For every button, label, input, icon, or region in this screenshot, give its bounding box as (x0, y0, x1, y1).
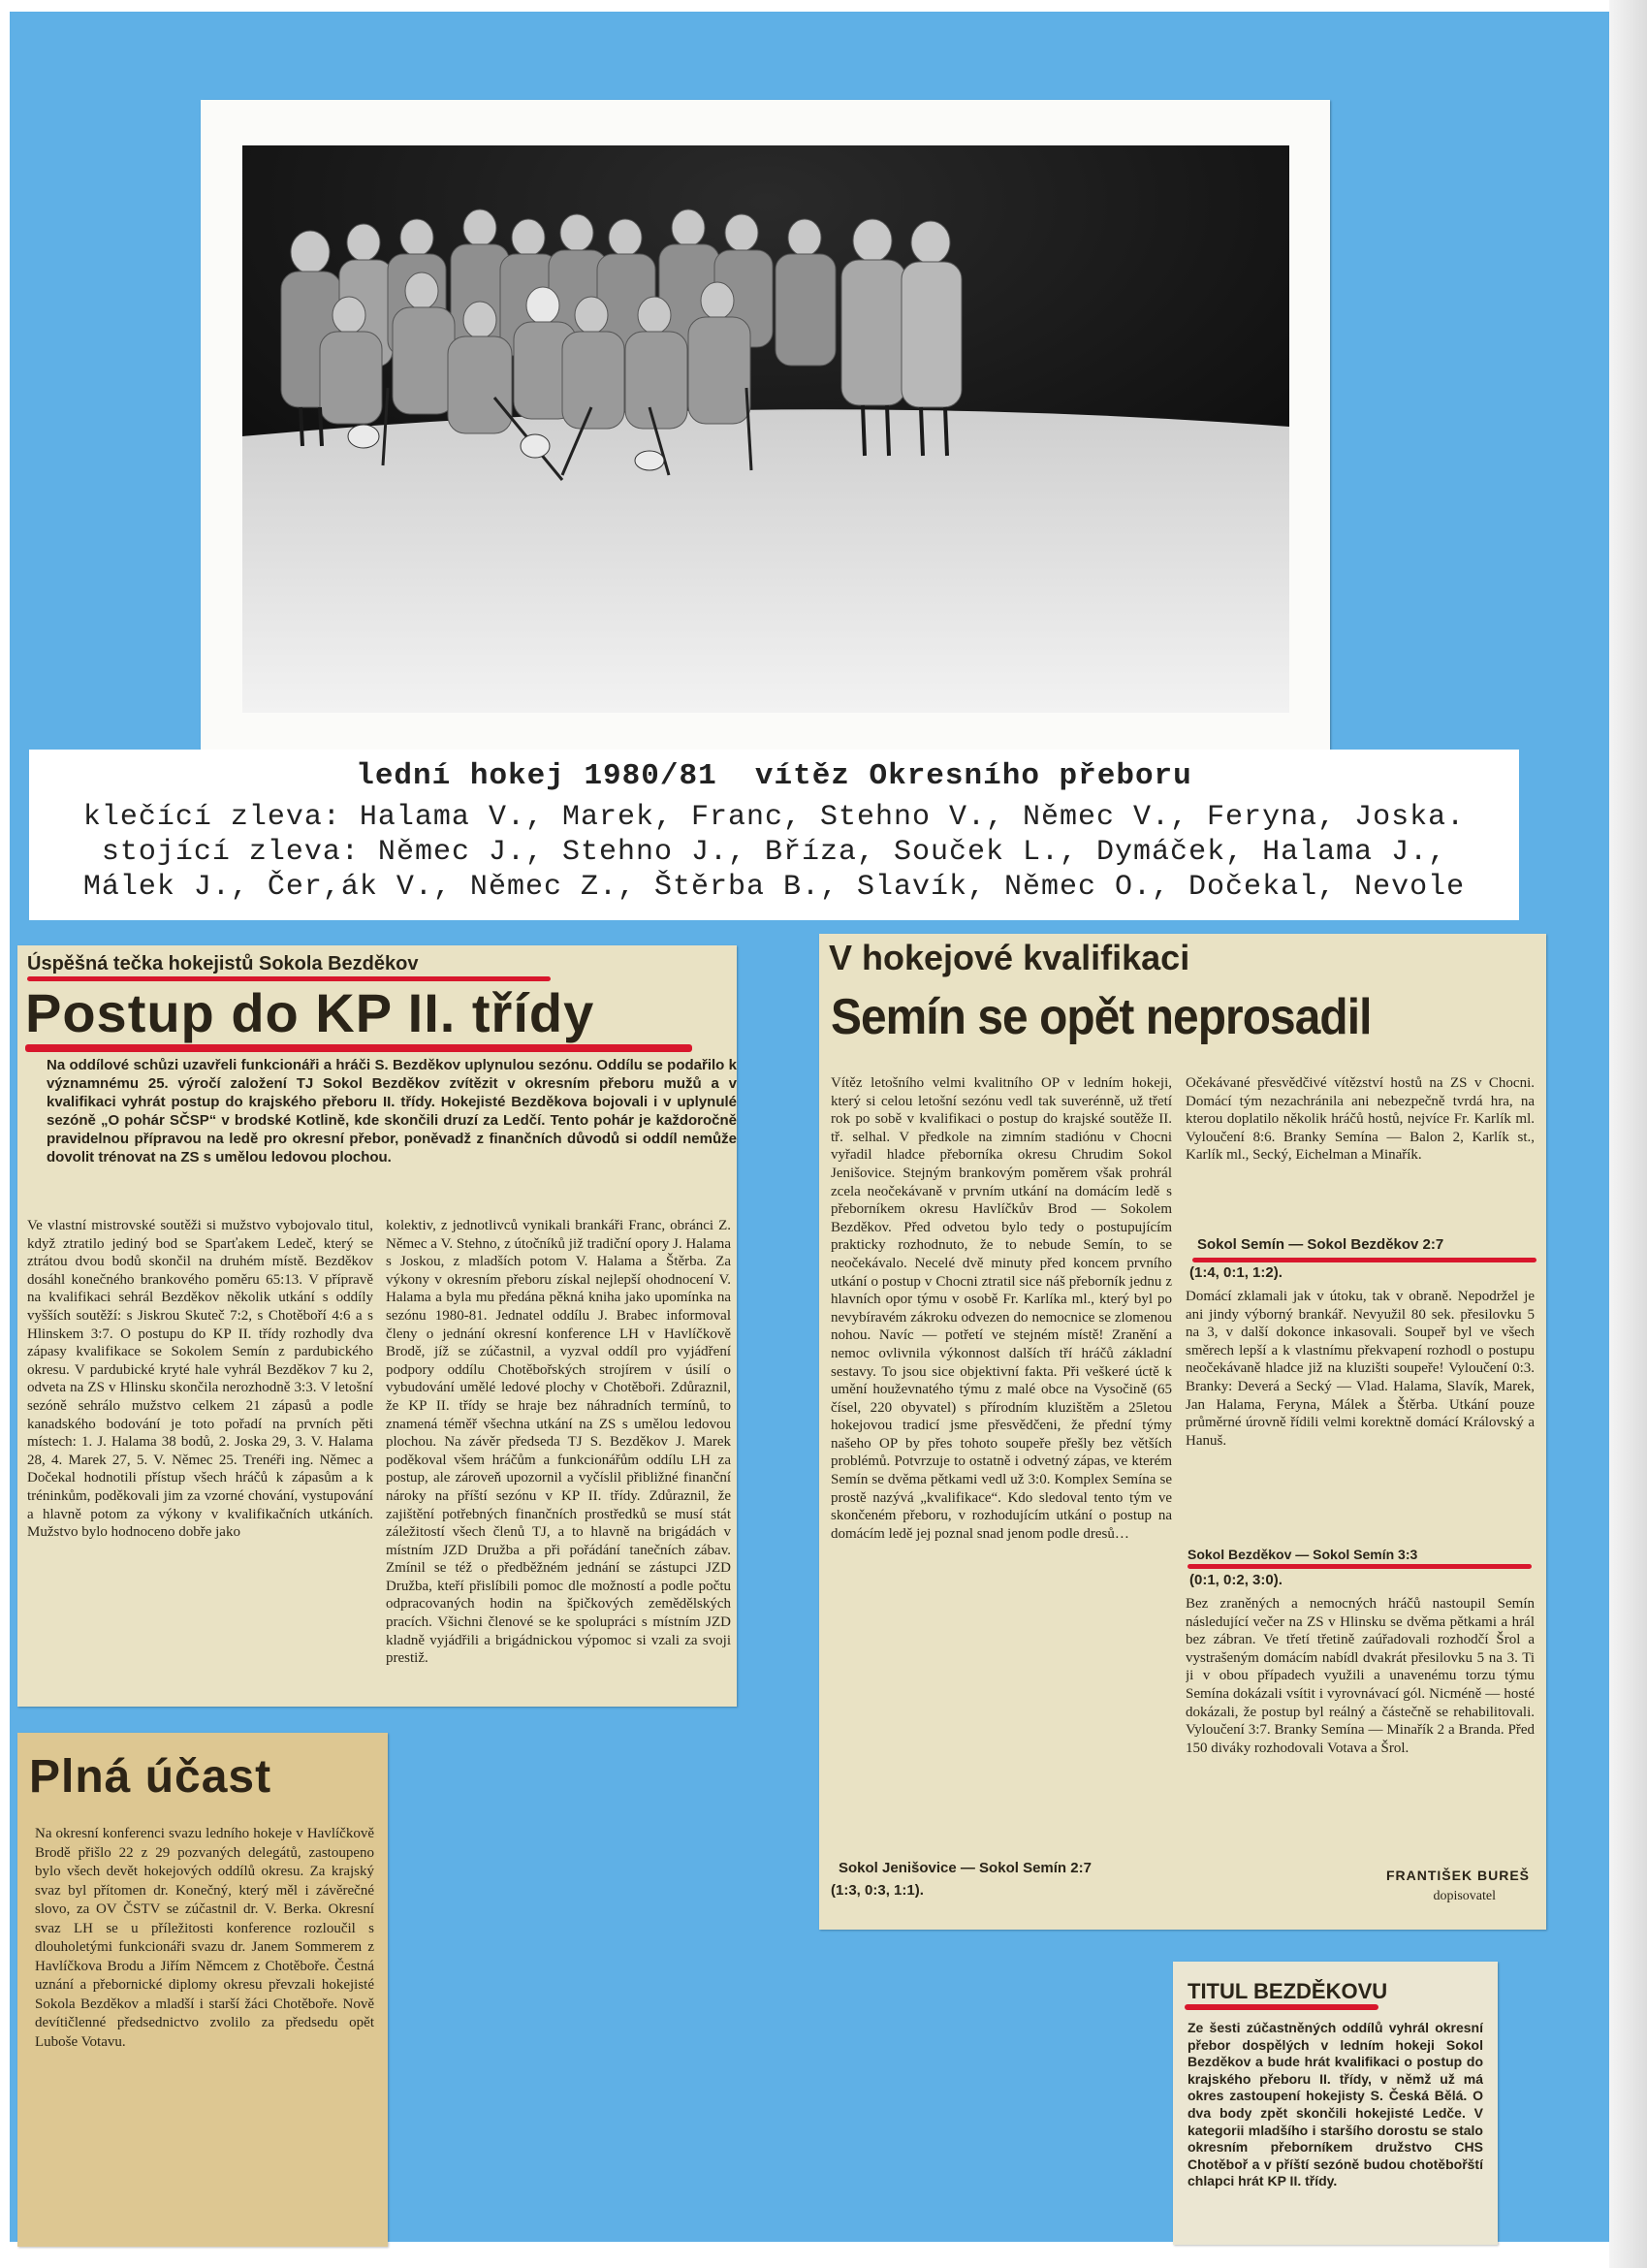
clipping-titul (1173, 1962, 1498, 2245)
clip1-col1: Ve vlastní mistrovské soutěži si mužstvo vybojovalo titul, když ztratilo jediný bod se Sparťakem Ledeč, který se ztrátou dvou bodů skončil na druhém místě. Bezděkov dosáhl konečného brankového poměru 65:13. V přípravě na kvalifikaci sehrál Bezděkov několik utkání s oddíly vyšších soutěží: s Jiskrou Skuteč 7:2, s Chotěboří 4:6 a s Hlinskem 3:7. O postupu do KP II. třídy rozhodly dva zápasy kvalifikace se Sokolem Semín z pardubického okresu. V pardubické kryté hale vyhrál Bezděkov 7 ku 2, odveta na ZS v Hlinsku skončila nerozhodně 3:3. V letošní sezóně sehrálo mužstvo celkem 21 zápasů a podle kanadského bodování je toto pořadí na prvních pěti místech: 1. J. Halama 38 bodů, 2. Joska 29, 3. V. Halama 28, 4. Marek 27, 5. V. Němec 25. Trenéři ing. Němec a Dočekal hodnotili přístup všech hráčů k zápasům a k tréninkům, poděkovali jim za vzorné chování, vystupování a hlavně potom za výkony v kvalifikačních utkáních. Mužstvo bylo hodnoceno dobře jako (27, 1218, 373, 1541)
team-photo-image (242, 145, 1289, 713)
red-underline (27, 976, 551, 981)
clip4-body: Ze šesti zúčastněných oddílů vyhrál okresní přebor dospělých v ledním hokeji Sokol Bezděkov a bude hrát kvalifikaci o postup do krajského přeboru II. třídy, v němž už má okres zastoupení hokejisty S. Česká Bělá. O dva body zpět skončili hokejisté Ledče. V kategorii mladšího i staršího dorostu se stalo okresním přeborníkem družstvo CHS Chotěboř a v příští sezóně budou chotěbořští chlapci hrát KP II. třídy. (1188, 2020, 1483, 2189)
clip2-col2a: Očekávané přesvědčivé vítězství hostů na ZS v Chocni. Domácí tým nezachránila ani nebezpečně tvrdá hra, na kterou doplatilo několik hráčů hostů, nejvíce Fr. Karlík ml. Vyloučení 8:6. Branky Semína — Balon 2, Karlík st., Karlík ml., Secký, Eichelman a Minařík. (1186, 1075, 1535, 1164)
clip2-author-role: dopisovatel (1433, 1889, 1496, 1903)
team-photo (242, 145, 1289, 713)
caption-title: lední hokej 1980/81 vítěz Okresního přeboru (356, 759, 1192, 793)
team-photo-frame (201, 100, 1330, 750)
clip2-score1-periods: (1:3, 0:3, 1:1). (831, 1882, 924, 1899)
clip2-score1: Sokol Jenišovice — Sokol Semín 2:7 (839, 1860, 1092, 1876)
clip1-headline: Postup do KP II. třídy (25, 982, 595, 1043)
clip2-score3: Sokol Bezděkov — Sokol Semín 3:3 (1188, 1547, 1418, 1562)
clip1-lead: Na oddílové schůzi uzavřeli funkcionáři a hráči S. Bezděkov uplynulou sezónu. Oddílu se podařilo k významnému 25. výročí založení TJ Sokol Bezděkov zvítězit v okresním přeboru mužů a v kvalifikaci vyhrát postup do krajského přeboru II. třídy. Hokejisté Bezděkova bojovali i v uplynulé sezóně „O pohár SČSP“ v brodské Kotlině, kde skončili druzí za Ledčí. Tento pohár je každoročně pravidelnou přípravou na ledě pro okresní přebor, poněvadž z finančních důvodů si oddíl nemůže dovolit trénovat na ZS s umělou ledovou plochou. (47, 1057, 737, 1166)
clip2-kicker: V hokejové kvalifikaci (829, 938, 1190, 977)
caption-standing-1: stojící zleva: Němec J., Stehno J., Bříza, Souček L., Dymáček, Halama J., (101, 836, 1447, 869)
red-underline (1185, 2004, 1378, 2010)
clip3-headline: Plná účast (29, 1751, 272, 1803)
clip4-headline: TITUL BEZDĚKOVU (1188, 1979, 1388, 2003)
clip2-col2b: Domácí zklamali jak v útoku, tak v obraně. Nepodržel je ani jindy výborný brankář. Nevyužil 80 sek. přesilovku 5 na 3, v další dokonce inkasovali. Soupeř byl ve všech směrech lepší a k vlastnímu překvapení rozhodl o postupu neočekávaně hladce již na kluzišti soupeře! Vyloučení 0:3. Branky: Deverá a Secký — Vlad. Halama, Slavík, Marek, Jan Halama, Feryna, Málek a Štěrba. Utkání pouze průměrné úrovně řídili velmi korektně domácí Královský a Hanuš. (1186, 1289, 1535, 1449)
red-underline (25, 1044, 692, 1052)
clip1-col2: kolektiv, z jednotlivců vynikali brankáři Franc, obránci Z. Němec a V. Stehno, z útočníků již tradiční opory J. Halama s Joskou, z mladších potom V. Halama a Štěrba. Za výkony v okresním přeboru získal nejlepší ohodnocení V. Halama a byla mu předána pěkná kniha jako upomínka na sezónu 1980-81. Jednatel oddílu J. Brabec informoval členy o jednání okresní konference LH v Havlíčkově Brodě, jíž se zúčastnil, a vyzval oddíl pro vyjádření podpory oddílu Chotěbořských strojírem v úsilí o vybudování umělé ledové plochy v Chotěboři. Zdůraznil, že KP II. třídy se hraje bez náhradních termínů, to znamená téměř všechna utkání na ZS s umělou ledovou plochou. Na závěr předseda TJ S. Bezděkov J. Marek poděkoval všem hráčům a funkcionářům oddílu LH za postup, ale zároveň upozornil a vyčíslil přibližné finanční nároky na příští sezónu v KP II. třídy. Zdůraznil, že zajištění potřebných finančních prostředků se musí stát záležitostí všech členů TJ, a to hlavně na brigádách v místním JZD Družba a při pořádání tanečních zábav. Zmínil se též o předběžném jednání se zástupci JZD Družba, kteří přislíbili pomoc dle možností a podle počtu odpracovaných hodin na špičkových zemědělských pracích. Všichni členové se ke spolupráci s místním JZD kladně vyjádřili a brigádnickou výpomoc si vzali za svoji prestiž. (386, 1218, 731, 1667)
clip2-headline: Semín se opět neprosadil (831, 989, 1372, 1045)
clip2-score2-periods: (1:4, 0:1, 1:2). (1189, 1264, 1283, 1281)
clip3-body: Na okresní konferenci svazu ledního hokeje v Havlíčkově Brodě přišlo 22 z 29 pozvaných delegátů, zastoupeno bylo všech devět hokejových oddílů okresu. Za krajský svaz byl přítomen dr. Konečný, který měl i závěrečné slovo, za OV ČSTV se zúčastnil dr. V. Berka. Okresní svaz LH se u příležitosti konference rozloučil s dlouholetými funkcionáři svazu dr. Janem Sommerem z Havlíčkova Brodu a Jiřím Němcem z Chotěboře. Čestná uznání a přebornické diplomy okresu převzali hokejisté Sokola Bezděkov a mladší i starší žáci Chotěboře. Nově devítičlenné předsednictvo zvolilo za předsedu opět Luboše Votavu. (35, 1826, 374, 2050)
clip2-author: FRANTIŠEK BUREŠ (1385, 1868, 1530, 1883)
clip1-kicker: Úspěšná tečka hokejistů Sokola Bezděkov (27, 953, 419, 974)
clip2-score3-periods: (0:1, 0:2, 3:0). (1189, 1572, 1283, 1588)
red-underline (1192, 1258, 1536, 1262)
page-edge (1609, 0, 1647, 2268)
clipping-plna-ucast (17, 1733, 388, 2247)
clip2-score2: Sokol Semín — Sokol Bezděkov 2:7 (1197, 1236, 1444, 1253)
clipping-kvalifikace (819, 934, 1546, 1930)
clip2-col2c: Bez zraněných a nemocných hráčů nastoupil Semín následující večer na ZS v Hlinsku se dvěma pětkami a hrál bez zábran. Ve třetí třetině zaúřadovali rozhodčí Šrol a vystrašeným domácím nabídl dvakrát přesilovku 5 na 3. Ti ji v obou případech využili a unavenému torzu týmu Semína dokázali vsítit i vyrovnávací gól. Nicméně — hosté dokázali, že postup byl reálný a částečně se rehabilitovali. Vyloučení 3:7. Branky Semína — Minařík 2 a Branda. Před 150 diváky rozhodovali Votava a Šrol. (1186, 1596, 1535, 1756)
clipping-postup (17, 945, 737, 1707)
clip2-col1: Vítěz letošního velmi kvalitního OP v ledním hokeji, který si celou letošní sezónu vedl tak suverénně, už třetí rok po sobě v kvalifikaci o postup do krajské soutěže II. tř. selhal. V předkole na zimním stadiónu v Chocni vyřadil hladce přeborníka okresu Chrudim Sokol Jenišovice. Stejným brankovým poměrem však prohrál zcela neočekávaně v prvním utkání na domácím ledě s přeborníkem okresu Havlíčkův Brod — Sokolem Bezděkov. Před odvetou bylo tedy o postupujícím prakticky rozhodnuto, že to nebude Semín, to se neočekávalo. Necelé dvě minuty před koncem prvního utkání o postup v Chocni ztratil sice náš přeborník jednu z hlavních opor týmu v osobě Fr. Karlíka ml., který byl po nevybíravém zákroku odvezen do nemocnice se zlomenou nohou. Navíc — potřetí ve stejném místě! Zranění a nemoc ovlivnila výkonnost dalších tří hráčů základní sestavy. To jsou sice objektivní fakta. Při veškeré úctě k umění houževnatého týmu z malé obce na Vysočině (65 čísel, 220 obyvatel) s přírodním kluzištěm a 25letou hokejovou tradicí jsme přesvědčeni, že přední týmy našeho OP by přes tohoto soupeře přešly bez větších problémů. Potvrzuje to ostatně i odvetný zápas, ve kterém Semín se dvěma pětkami vedl už 3:0. Komplex Semína se prostě nazývá „kvalifikace“. Kdo sledoval tento tým ve skončeném přeboru, v rozhodujícím utkání o postup na domácím ledě jej poznal snad jenom podle dresů… (831, 1075, 1172, 1542)
caption-standing-2: Málek J., Čer,ák V., Němec Z., Štěrba B., Slavík, Němec O., Dočekal, Nevole (82, 871, 1466, 904)
red-underline (1188, 1564, 1532, 1569)
caption-kneeling: klečící zleva: Halama V., Marek, Franc, Stehno V., Němec V., Feryna, Joska. (82, 801, 1466, 834)
photo-caption (29, 750, 1519, 920)
